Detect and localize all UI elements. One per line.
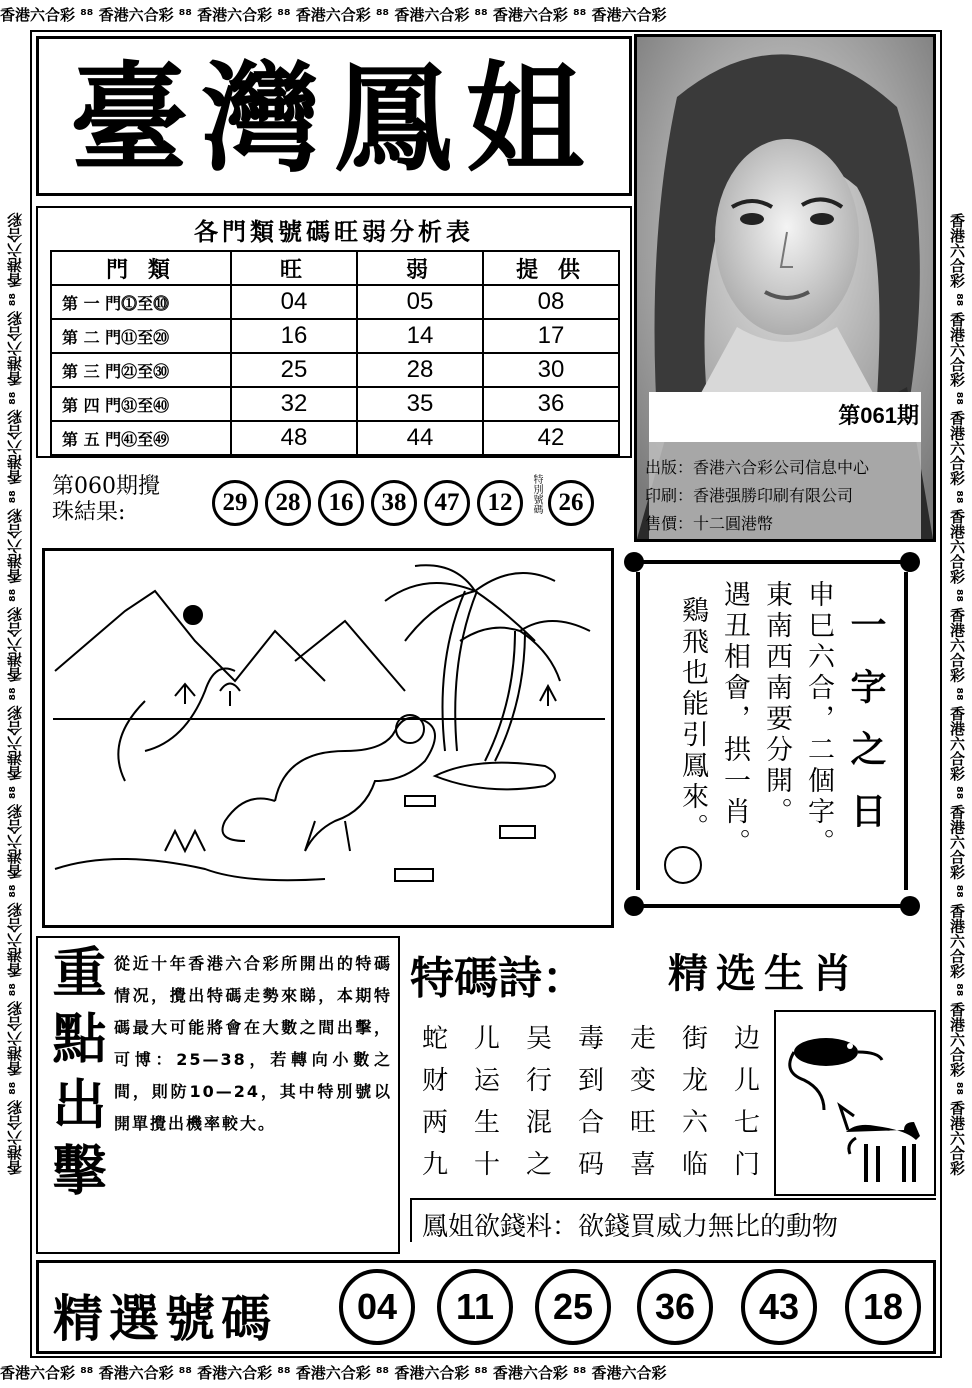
printer-line: 印刷：香港强勝印刷有限公司 — [645, 486, 854, 505]
door-label: 第 五 門 — [62, 429, 122, 449]
riddle-top-bar — [624, 552, 920, 568]
door-label: 第 一 門 — [62, 293, 122, 313]
strong-cell: 32 — [231, 387, 357, 421]
result-ball: 38 — [371, 480, 417, 526]
poem-char: 儿 — [733, 1066, 760, 1096]
analysis-title: 各門類號碼旺弱分析表 — [194, 217, 474, 246]
poem-char: 龙 — [681, 1066, 708, 1096]
weak-cell: 05 — [357, 285, 483, 319]
poem-char: 街 — [681, 1024, 708, 1054]
result-ball: 47 — [424, 480, 470, 526]
poem-char: 财 — [421, 1066, 448, 1096]
analysis-table — [50, 250, 620, 456]
result-ball: 12 — [477, 480, 523, 526]
weak-cell: 44 — [357, 421, 483, 455]
illustration-panel — [42, 548, 614, 928]
special-label: 特別號碼 — [531, 474, 542, 514]
offer-cell: 30 — [483, 353, 619, 387]
weak-cell: 35 — [357, 387, 483, 421]
top-border-strip: 香港六合彩 ⁸⁸ 香港六合彩 ⁸⁸ 香港六合彩 ⁸⁸ 香港六合彩 ⁸⁸ 香港六合彩 ⁸⁸ 香港六合彩 ⁸⁸ 香港六合彩 — [0, 6, 667, 24]
zodiac-image-panel — [774, 1010, 936, 1196]
poem-char: 两 — [421, 1108, 448, 1138]
poem-char: 合 — [577, 1108, 604, 1138]
poem-char: 之 — [525, 1150, 552, 1180]
masthead-title: 臺灣鳳姐 — [69, 49, 598, 188]
offer-cell: 36 — [483, 387, 619, 421]
last-result-label — [52, 474, 160, 526]
last-result-label-line2: 珠結果: — [52, 500, 126, 525]
door-label: 第 四 門 — [62, 395, 122, 415]
result-ball: 28 — [265, 480, 311, 526]
poem-subtitle: 精选生肖 — [668, 951, 860, 997]
riddle-panel — [624, 546, 922, 924]
pick-ball: 43 — [741, 1269, 817, 1345]
pick-ball: 04 — [339, 1269, 415, 1345]
door-range: ㊶至㊾ — [121, 429, 170, 449]
analysis-panel — [36, 206, 632, 458]
poem-char: 六 — [681, 1108, 708, 1138]
door-range: ⓵至⓾ — [121, 293, 170, 313]
poem-char: 变 — [629, 1066, 656, 1096]
door-range: ⑪至⑳ — [121, 327, 170, 347]
table-row — [51, 319, 619, 353]
last-result-label-line1: 第060期攪 — [52, 474, 160, 499]
issue-number: 第061期 — [838, 403, 919, 428]
strong-cell: 16 — [231, 319, 357, 353]
pick-ball: 25 — [535, 1269, 611, 1345]
focus-body: 從近十年香港六合彩所開出的特碼情况，攪出特碼走勢來睇，本期特碼最大可能將會在大數之間出擊，可博：25—38，若轉向小數之間，則防10—24，其中特別號以開單攪出機率較大。 — [114, 954, 392, 1133]
poem-char: 吴 — [525, 1024, 552, 1054]
door-label: 第 二 門 — [62, 327, 122, 347]
offer-cell: 17 — [483, 319, 619, 353]
result-ball: 16 — [318, 480, 364, 526]
poem-char: 九 — [421, 1150, 448, 1180]
strong-cell: 25 — [231, 353, 357, 387]
focus-panel — [36, 936, 400, 1254]
door-range: ㉛至㊵ — [121, 395, 170, 415]
riddle-heading: 一字之日 — [845, 606, 887, 854]
bottom-border-strip: 香港六合彩 ⁸⁸ 香港六合彩 ⁸⁸ 香港六合彩 ⁸⁸ 香港六合彩 ⁸⁸ 香港六合彩 ⁸⁸ 香港六合彩 ⁸⁸ 香港六合彩 — [0, 1364, 667, 1382]
poem-char: 到 — [577, 1066, 604, 1096]
masthead — [36, 36, 632, 196]
weak-cell: 14 — [357, 319, 483, 353]
offer-cell: 08 — [483, 285, 619, 319]
poem-char: 行 — [525, 1066, 552, 1096]
riddle-line: 遇丑相會，拱一肖。 — [719, 580, 750, 859]
special-ball: 26 — [548, 480, 594, 526]
door-label: 第 三 門 — [62, 361, 122, 381]
riddle-line: 鷄飛也能引鳳來。 — [677, 596, 708, 844]
door-cell — [51, 285, 231, 319]
riddle-line: 申巳六合，二個字。 — [803, 580, 834, 859]
header-door: 門 類 — [51, 251, 231, 285]
poem-char: 临 — [681, 1150, 708, 1180]
poem-footer — [410, 1198, 936, 1242]
rat-goat-illustration — [776, 1012, 934, 1194]
door-cell — [51, 421, 231, 455]
poem-title: 特碼詩： — [410, 953, 586, 1004]
header-offer: 提 供 — [483, 251, 619, 285]
monkey-palm-illustration — [45, 551, 611, 925]
strong-cell: 48 — [231, 421, 357, 455]
picks-label: 精選號碼 — [53, 1290, 277, 1348]
poem-char: 旺 — [629, 1108, 656, 1138]
poem-char: 蛇 — [421, 1024, 448, 1054]
pick-ball: 36 — [637, 1269, 713, 1345]
poem-char: 走 — [629, 1024, 656, 1054]
left-border-strip: 香港六合彩 ⁸⁸ 香港六合彩 ⁸⁸ 香港六合彩 ⁸⁸ 香港六合彩 ⁸⁸ 香港六合彩 ⁸⁸ 香港六合彩 ⁸⁸ 香港六合彩 ⁸⁸ 香港六合彩 ⁸⁸ 香港六合彩 ⁸⁸ 香港六合彩 — [6, 212, 24, 1176]
poem-char: 边 — [733, 1024, 760, 1054]
weak-cell: 28 — [357, 353, 483, 387]
seal-icon — [664, 846, 702, 884]
poem-char: 门 — [733, 1150, 760, 1180]
picks-panel — [36, 1260, 936, 1354]
header-weak: 弱 — [357, 251, 483, 285]
pick-ball: 11 — [437, 1269, 513, 1345]
strong-cell: 04 — [231, 285, 357, 319]
result-ball: 29 — [212, 480, 258, 526]
door-range: ㉑至㉚ — [121, 361, 170, 381]
offer-cell: 42 — [483, 421, 619, 455]
riddle-bottom-bar — [624, 896, 920, 916]
right-border-strip: 香港六合彩 ⁸⁸ 香港六合彩 ⁸⁸ 香港六合彩 ⁸⁸ 香港六合彩 ⁸⁸ 香港六合彩 ⁸⁸ 香港六合彩 ⁸⁸ 香港六合彩 ⁸⁸ 香港六合彩 ⁸⁸ 香港六合彩 ⁸⁸ 香港六合彩 — [948, 212, 966, 1176]
poem-char: 生 — [473, 1108, 500, 1138]
poem-char: 毒 — [577, 1024, 604, 1054]
poem-char: 码 — [577, 1150, 604, 1180]
table-row — [51, 387, 619, 421]
door-cell — [51, 387, 231, 421]
poem-char: 儿 — [473, 1024, 500, 1054]
photo-panel — [634, 34, 936, 542]
poem-footer-text: 鳳姐欲錢料：欲錢買威力無比的動物 — [422, 1212, 839, 1242]
poem-char: 喜 — [629, 1150, 656, 1180]
header-strong: 旺 — [231, 251, 357, 285]
table-row — [51, 421, 619, 455]
door-cell — [51, 319, 231, 353]
poem-grid — [410, 1018, 780, 1188]
poem-char: 运 — [473, 1066, 500, 1096]
door-cell — [51, 353, 231, 387]
poem-char: 十 — [473, 1150, 500, 1180]
table-row — [51, 353, 619, 387]
table-header-row — [51, 251, 619, 285]
pick-ball: 18 — [845, 1269, 921, 1345]
price-line: 售價：十二圓港幣 — [645, 514, 774, 533]
focus-heading: 重點出擊 — [44, 944, 108, 1208]
publisher-line: 出版：香港六合彩公司信息中心 — [645, 458, 870, 477]
table-row — [51, 285, 619, 319]
poem-char: 七 — [733, 1108, 760, 1138]
riddle-line: 東南西南要分開。 — [761, 580, 792, 828]
poem-char: 混 — [525, 1108, 552, 1138]
